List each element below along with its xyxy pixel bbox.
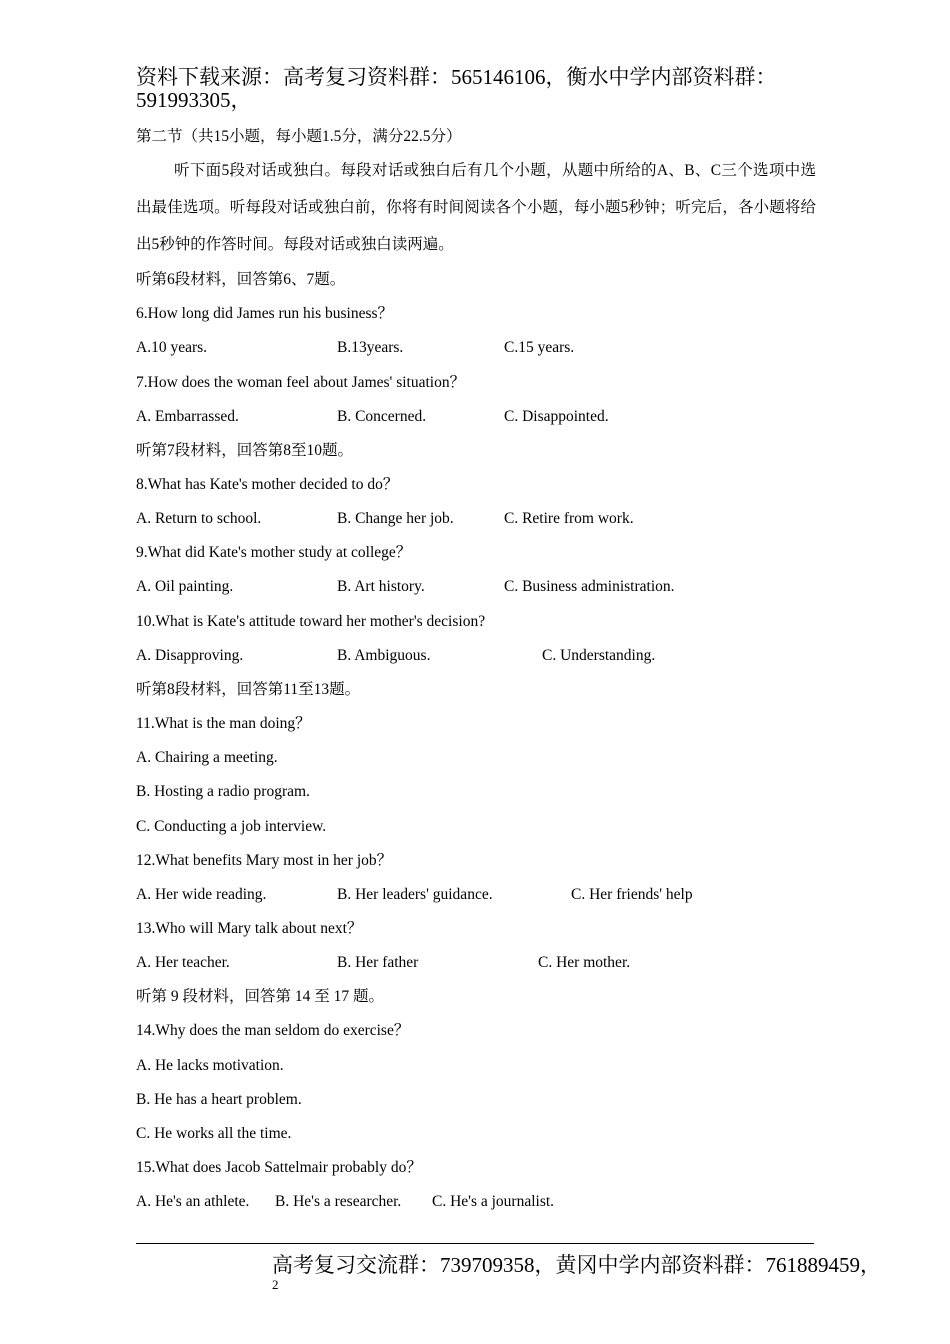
question-7-option-a: A. Embarrassed.: [136, 408, 239, 425]
question-8-option-b: B. Change her job.: [337, 510, 454, 527]
question-13-stem: 13.Who will Mary talk about next？: [136, 920, 363, 937]
question-15-stem: 15.What does Jacob Sattelmair probably do？: [136, 1159, 422, 1176]
question-7-stem: 7.How does the woman feel about James' situation？: [136, 374, 466, 391]
question-12-stem: 12.What benefits Mary most in her job？: [136, 852, 393, 869]
question-14-stem: 14.Why does the man seldom do exercise？: [136, 1022, 410, 1039]
material-9-heading: 听第 9 段材料，回答第 14 至 17 题。: [136, 988, 385, 1005]
question-6-option-c: C.15 years.: [504, 339, 575, 356]
question-11-option-b: B. Hosting a radio program.: [136, 783, 310, 800]
question-8-option-c: C. Retire from work.: [504, 510, 634, 527]
question-13-option-c: C. Her mother.: [538, 954, 631, 971]
question-6-stem: 6.How long did James run his business？: [136, 305, 394, 322]
material-6-heading: 听第6段材料，回答第6、7题。: [136, 271, 346, 288]
question-12-option-b: B. Her leaders' guidance.: [337, 886, 493, 903]
question-10-option-a: A. Disapproving.: [136, 647, 244, 664]
question-13-option-b: B. Her father: [337, 954, 419, 971]
question-14-option-b: B. He has a heart problem.: [136, 1091, 302, 1108]
instructions-paragraph: 听下面5段对话或独白。每段对话或独白后有几个小题，从题中所给的A、B、C三个选项中选出最佳选项。听每段对话或独白前，你将有时间阅读各个小题，每小题5秒钟；听完后，各小题将给出5秒钟的作答时间。每段对话或独白读两遍。: [136, 162, 816, 253]
question-7-option-c: C. Disappointed.: [504, 408, 609, 425]
question-10-option-b: B. Ambiguous.: [337, 647, 431, 664]
question-8-option-a: A. Return to school.: [136, 510, 262, 527]
footer-banner: 高考复习交流群：739709358，黄冈中学内部资料群：761889459，: [272, 1253, 881, 1277]
material-7-heading: 听第7段材料，回答第8至10题。: [136, 442, 354, 459]
question-15-option-b: B. He's a researcher.: [275, 1193, 402, 1210]
question-12-option-a: A. Her wide reading.: [136, 886, 267, 903]
question-6-option-a: A.10 years.: [136, 339, 208, 356]
question-6-option-b: B.13years.: [337, 339, 404, 356]
section-title: 第二节（共15小题，每小题1.5分，满分22.5分）: [136, 128, 462, 145]
question-15-option-c: C. He's a journalist.: [432, 1193, 555, 1210]
page-number: 2: [272, 1277, 279, 1292]
question-14-option-c: C. He works all the time.: [136, 1125, 292, 1142]
material-8-heading: 听第8段材料，回答第11至13题。: [136, 681, 361, 698]
question-11-option-c: C. Conducting a job interview.: [136, 818, 327, 835]
question-15-option-a: A. He's an athlete.: [136, 1193, 250, 1210]
question-9-option-b: B. Art history.: [337, 578, 425, 595]
question-11-option-a: A. Chairing a meeting.: [136, 749, 278, 766]
footer-divider: [136, 1243, 814, 1244]
question-10-stem: 10.What is Kate's attitude toward her mother's decision?: [136, 613, 486, 630]
question-13-option-a: A. Her teacher.: [136, 954, 230, 971]
question-10-option-c: C. Understanding.: [542, 647, 656, 664]
question-7-option-b: B. Concerned.: [337, 408, 427, 425]
question-9-option-c: C. Business administration.: [504, 578, 675, 595]
question-8-stem: 8.What has Kate's mother decided to do？: [136, 476, 399, 493]
question-11-stem: 11.What is the man doing？: [136, 715, 311, 732]
question-9-option-a: A. Oil painting.: [136, 578, 234, 595]
question-9-stem: 9.What did Kate's mother study at college？: [136, 544, 412, 561]
header-banner: 资料下载来源：高考复习资料群：565146106，衡水中学内部资料群：591993305，: [136, 65, 777, 112]
question-12-option-c: C. Her friends' help: [571, 886, 693, 903]
question-14-option-a: A. He lacks motivation.: [136, 1057, 284, 1074]
